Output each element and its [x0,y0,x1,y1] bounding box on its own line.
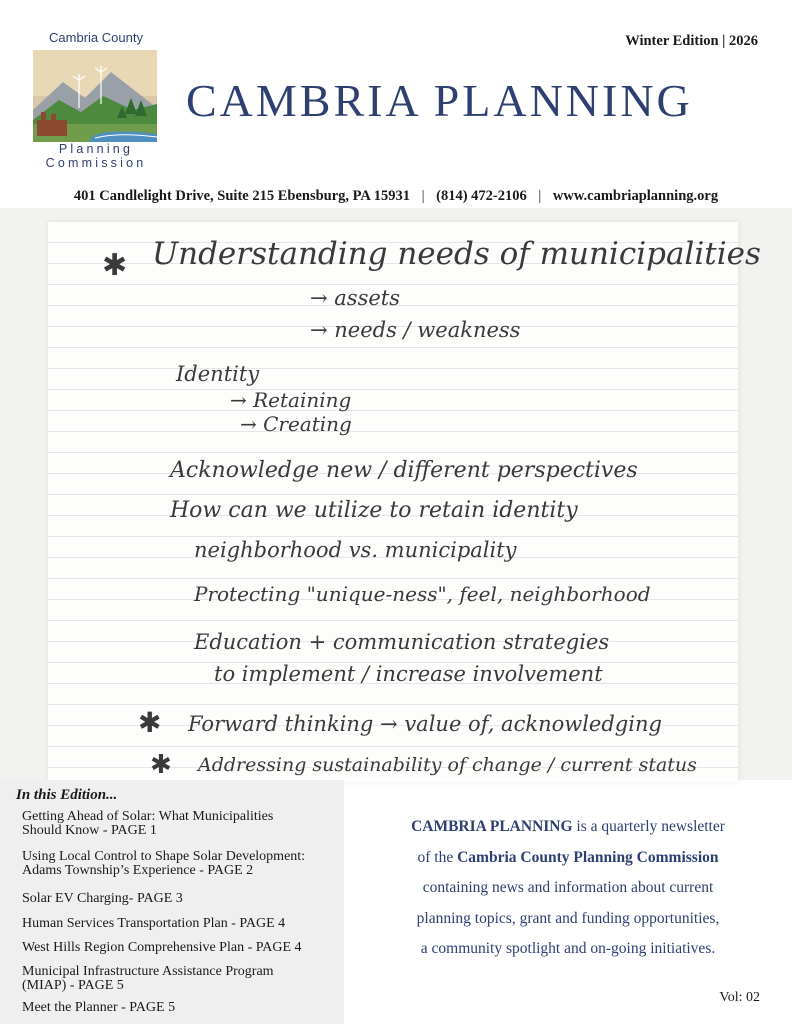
cambria-county-planning-logo [30,30,162,178]
note-line: Education + communication strategies [194,630,610,654]
website-link[interactable]: www.cambriaplanning.org [552,188,719,204]
description-text: is a quarterly newsletter [572,818,725,835]
toc-item[interactable] [22,941,340,955]
in-this-edition-panel [0,780,344,1024]
volume-label: Vol: 02 [719,990,760,1005]
description-line: a community spotlight and on-going initiatives. [420,940,716,957]
description-line [372,812,764,843]
star-icon: ✱ [150,750,172,780]
commission-name: Cambria County Planning Commission [457,848,719,866]
toc-item-line: Using Local Control to Shape Solar Development: [22,849,306,864]
toc-item[interactable] [22,917,340,931]
description-text: of the [417,848,458,866]
logo-bottom-line2: Commission [45,156,147,170]
logo-bottom-line1: Planning [58,142,134,156]
toc-item-line: Meet the Planner - PAGE 5 [22,1000,176,1015]
toc-item-line: Solar EV Charging- PAGE 3 [22,891,183,906]
note-line: Forward thinking → value of, acknowledging [188,712,662,736]
description-line: planning topics, grant and funding opportunities, [416,909,720,927]
note-line: Understanding needs of municipalities [152,236,761,272]
newsletter-description [372,812,764,965]
note-line: How can we utilize to retain identity [170,498,578,523]
toc-item-line: Getting Ahead of Solar: What Municipalities [22,809,274,824]
note-line: Acknowledge new / different perspectives [170,458,638,483]
note-line: Addressing sustainability of change / current status [198,754,697,776]
note-line: neighborhood vs. municipality [194,538,517,562]
note-line: → Creating [240,412,352,436]
toc-item[interactable] [22,892,340,906]
note-line: → needs / weakness [310,318,521,342]
toc-item[interactable] [22,850,340,878]
address: 401 Candlelight Drive, Suite 215 Ebensburg, PA 15931 [73,188,410,204]
description-line [372,843,764,874]
contact-line [0,188,792,205]
logo-top-text: Cambria County [49,30,143,45]
note-line: → assets [310,286,400,310]
description-line: containing news and information about current [422,879,714,896]
toc-item[interactable] [22,965,340,993]
toc-heading: In this Edition... [16,787,118,803]
newsletter-title: CAMBRIA PLANNING [186,75,693,126]
toc-item-line: Should Know - PAGE 1 [22,823,157,838]
edition-label: Winter Edition | 2026 [625,33,758,49]
toc-item-line: Municipal Infrastructure Assistance Program [22,964,274,979]
toc-item[interactable] [22,810,340,838]
toc-item-line: West Hills Region Comprehensive Plan - PAGE 4 [22,940,302,955]
note-line: Identity [176,362,260,386]
separator: | [538,188,542,204]
separator: | [421,188,425,204]
toc-item-line: Human Services Transportation Plan - PAGE 4 [22,916,286,931]
star-icon: ✱ [138,706,162,739]
star-icon: ✱ [102,248,128,283]
toc-item-line: (MIAP) - PAGE 5 [22,978,124,993]
logo-landscape-art [33,50,157,142]
newsletter-name: CAMBRIA PLANNING [411,818,573,835]
toc-item-line: Adams Township’s Experience - PAGE 2 [22,863,254,878]
note-line: Protecting "unique-ness", feel, neighborhood [194,582,651,606]
notepad-paper [48,222,761,782]
handwritten-notes-photo [0,208,792,780]
note-line: → Retaining [230,388,352,412]
phone: (814) 472-2106 [436,188,527,204]
toc-item[interactable] [22,1001,340,1015]
note-line: to implement / increase involvement [214,662,603,686]
